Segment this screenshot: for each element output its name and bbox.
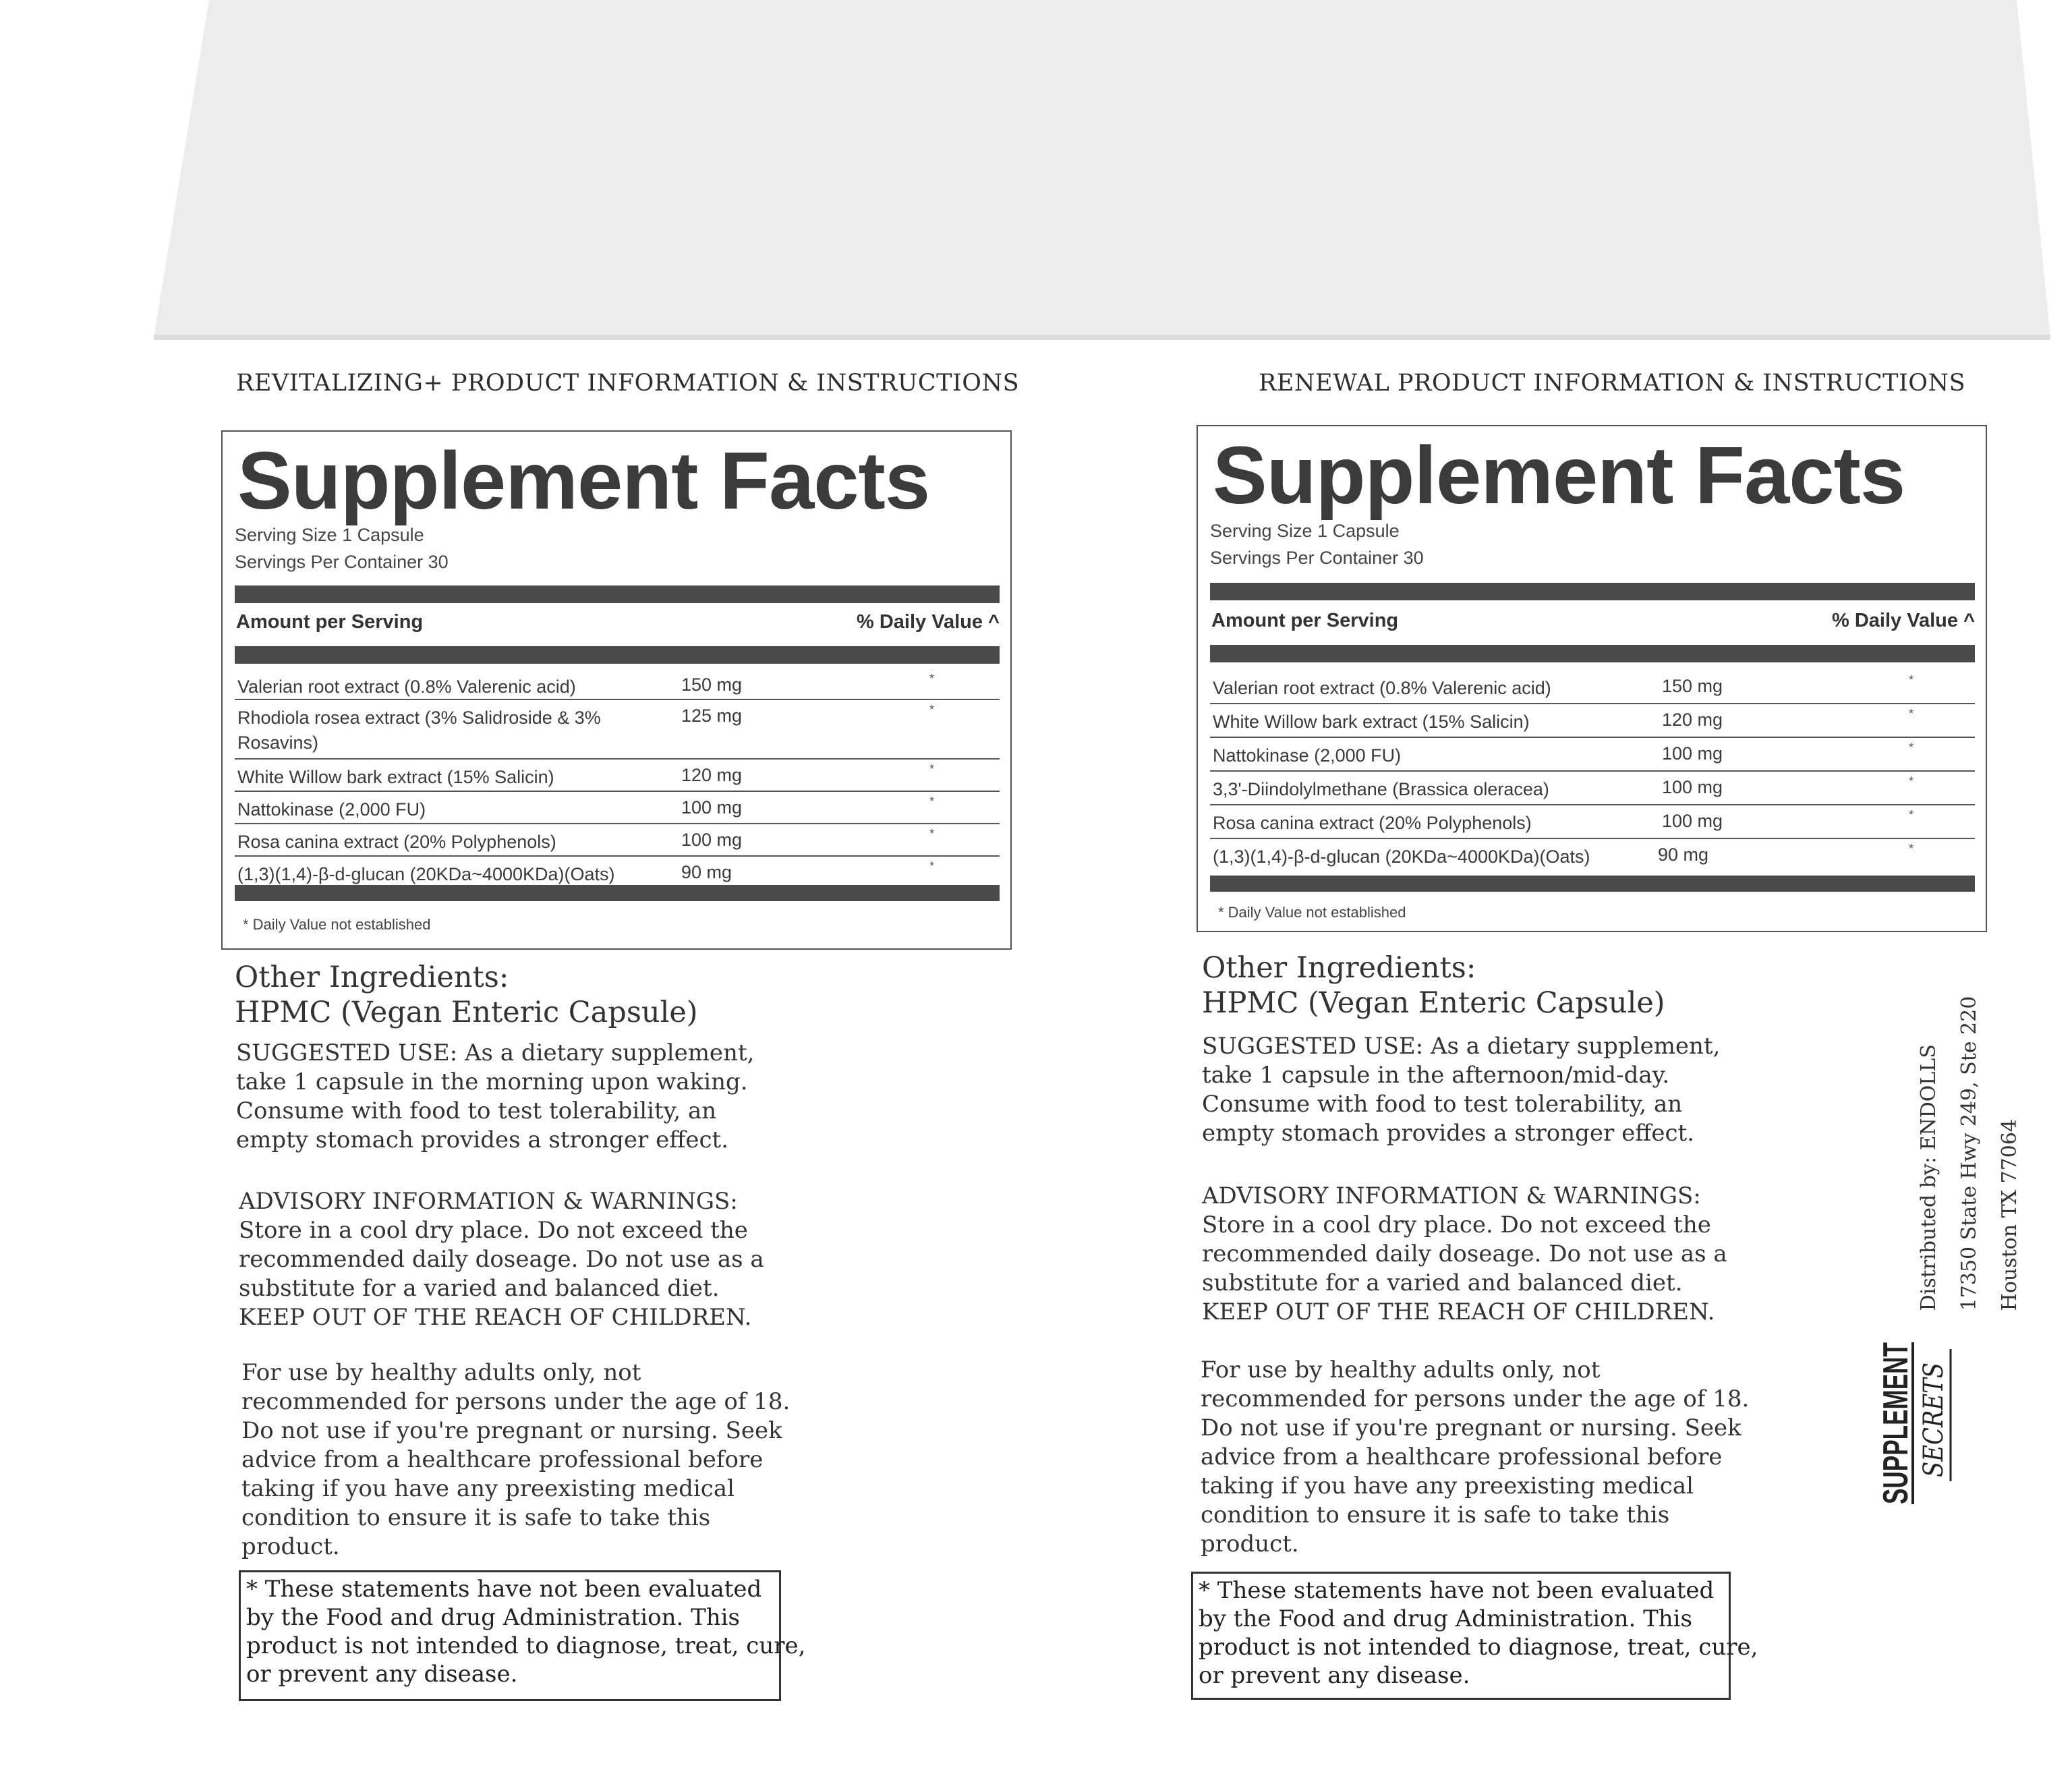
table-row <box>235 857 1000 889</box>
ingredient-name: Nattokinase (2,000 FU) <box>237 799 426 820</box>
ingredient-amount: 90 mg <box>1658 845 1709 865</box>
text-line: SUGGESTED USE: As a dietary supplement, <box>236 1039 755 1066</box>
logo-word-secrets: SECRETS <box>1918 1342 1949 1477</box>
daily-value-mark: * <box>1909 741 1914 754</box>
daily-value-mark: * <box>1909 774 1914 788</box>
ingredient-name: Nattokinase (2,000 FU) <box>1213 745 1402 766</box>
text-line: take 1 capsule in the afternoon/mid-day. <box>1202 1062 1670 1089</box>
daily-value-mark: * <box>929 859 935 873</box>
fda-disclaimer-box <box>239 1570 806 1701</box>
daily-value-header: % Daily Value ^ <box>857 611 1000 633</box>
daily-value-mark: * <box>1909 842 1914 855</box>
text-line: For use by healthy adults only, not <box>1201 1356 1601 1383</box>
other-ingredients-value: HPMC (Vegan Enteric Capsule) <box>235 996 698 1029</box>
panel-title: REVITALIZING+ PRODUCT INFORMATION & INSTRUCTIONS <box>236 370 1020 397</box>
text-line: take 1 capsule in the morning upon waking. <box>236 1068 748 1095</box>
table-row <box>1210 772 1975 805</box>
ingredient-amount: 100 mg <box>681 797 743 818</box>
text-line: Store in a cool dry place. Do not exceed the <box>1202 1211 1711 1238</box>
servings-per-container: Servings Per Container 30 <box>235 552 449 572</box>
table-row <box>1210 670 1975 704</box>
daily-value-mark: * <box>929 672 935 685</box>
text-line: empty stomach provides a stronger effect. <box>1202 1120 1695 1147</box>
text-line: product is not intended to diagnose, treat, cure, <box>1199 1634 1758 1661</box>
daily-value-mark: * <box>1909 707 1914 720</box>
table-row <box>235 824 1000 857</box>
ingredient-name: Rhodiola rosea extract (3% Salidroside & 3% Rosavins) <box>237 708 601 753</box>
amount-per-serving-header: Amount per Serving <box>236 611 424 633</box>
supplement-facts-label <box>221 430 1012 950</box>
thick-divider <box>1210 876 1975 892</box>
text-line: condition to ensure it is safe to take this <box>1201 1501 1670 1528</box>
suggested-use <box>1202 1032 1720 1148</box>
text-line: substitute for a varied and balanced diet. <box>239 1275 720 1302</box>
brand-logo <box>1875 1336 1976 1518</box>
box-lid-edge <box>154 335 2050 340</box>
serving-size: Serving Size 1 Capsule <box>1210 521 1400 541</box>
serving-size: Serving Size 1 Capsule <box>235 525 424 545</box>
text-line: Store in a cool dry place. Do not exceed the <box>239 1217 748 1244</box>
text-line: For use by healthy adults only, not <box>241 1359 641 1386</box>
distributor-name: Distributed by: ENDOLLS <box>1917 1044 1940 1311</box>
ingredient-amount: 90 mg <box>681 862 732 882</box>
box-lid <box>0 0 2072 351</box>
panel-title: RENEWAL PRODUCT INFORMATION & INSTRUCTIONS <box>1259 370 1966 397</box>
ingredient-amount: 100 mg <box>681 830 743 850</box>
ingredient-name: Rosa canina extract (20% Polyphenols) <box>1213 813 1532 833</box>
text-line: condition to ensure it is safe to take this <box>241 1504 711 1531</box>
table-row <box>1210 805 1975 839</box>
ingredient-name: (1,3)(1,4)-β-d-glucan (20KDa~4000KDa)(Oats) <box>1213 847 1590 867</box>
usage-notice <box>241 1358 790 1562</box>
text-line: or prevent any disease. <box>1199 1662 1470 1689</box>
thick-divider <box>235 885 1000 901</box>
ingredient-name: (1,3)(1,4)-β-d-glucan (20KDa~4000KDa)(Oats) <box>237 864 615 884</box>
brand-logo-icon <box>1875 1336 1976 1518</box>
daily-value-mark: * <box>1909 673 1914 687</box>
facts-heading: Supplement Facts <box>237 434 930 526</box>
text-line: * These statements have not been evaluated <box>246 1576 762 1603</box>
text-line: advice from a healthcare professional before <box>1201 1443 1723 1470</box>
thick-divider <box>1210 645 1975 662</box>
text-line: empty stomach provides a stronger effect. <box>236 1126 729 1153</box>
advisory-warnings <box>239 1187 764 1332</box>
daily-value-footnote: * Daily Value not established <box>243 916 431 933</box>
text-line: ADVISORY INFORMATION & WARNINGS: <box>1202 1182 1701 1209</box>
text-line: by the Food and drug Administration. This <box>246 1604 740 1631</box>
text-line: KEEP OUT OF THE REACH OF CHILDREN. <box>1202 1298 1715 1325</box>
table-row <box>235 792 1000 824</box>
text-line: * These statements have not been evaluated <box>1199 1577 1715 1604</box>
daily-value-header: % Daily Value ^ <box>1832 610 1975 631</box>
ingredient-name: White Willow bark extract (15% Salicin) <box>237 767 554 787</box>
table-row <box>1210 704 1975 738</box>
distributor-city: Houston TX 77064 <box>1998 1119 2021 1311</box>
ingredient-amount: 100 mg <box>1662 743 1723 764</box>
other-ingredients-label: Other Ingredients: <box>235 961 509 994</box>
suggested-use <box>236 1039 754 1155</box>
text-line: ADVISORY INFORMATION & WARNINGS: <box>239 1188 738 1215</box>
amount-per-serving-header: Amount per Serving <box>1211 610 1399 631</box>
text-line: or prevent any disease. <box>246 1661 518 1688</box>
daily-value-mark: * <box>1909 808 1914 822</box>
ingredient-name: 3,3'-Diindolylmethane (Brassica oleracea) <box>1213 779 1549 799</box>
ingredient-amount: 100 mg <box>1662 811 1723 831</box>
ingredient-name: Valerian root extract (0.8% Valerenic acid) <box>237 677 576 697</box>
ingredient-amount: 100 mg <box>1662 777 1723 797</box>
text-line: product. <box>1201 1530 1299 1557</box>
facts-heading: Supplement Facts <box>1213 429 1905 521</box>
thick-divider <box>235 646 1000 664</box>
text-line: taking if you have any preexisting medical <box>241 1475 735 1502</box>
text-line: advice from a healthcare professional before <box>241 1446 764 1473</box>
text-line: by the Food and drug Administration. This <box>1199 1605 1692 1632</box>
other-ingredients-label: Other Ingredients: <box>1202 951 1476 985</box>
ingredient-amount: 150 mg <box>1662 676 1723 696</box>
ingredients-table <box>235 669 1000 889</box>
text-line: recommended for persons under the age of 18. <box>241 1388 790 1415</box>
thick-divider <box>1210 583 1975 600</box>
usage-notice <box>1201 1356 1749 1559</box>
ingredient-name: Valerian root extract (0.8% Valerenic acid) <box>1213 678 1551 698</box>
distributor-address: 17350 State Hwy 249, Ste 220 <box>1957 996 1981 1311</box>
daily-value-footnote: * Daily Value not established <box>1218 904 1406 921</box>
daily-value-mark: * <box>929 703 935 716</box>
other-ingredients-value: HPMC (Vegan Enteric Capsule) <box>1202 986 1665 1020</box>
text-line: Do not use if you're pregnant or nursing. Seek <box>1201 1414 1742 1441</box>
ingredient-name: Rosa canina extract (20% Polyphenols) <box>237 832 556 852</box>
ingredient-amount: 125 mg <box>681 706 743 726</box>
daily-value-mark: * <box>929 795 935 808</box>
ingredients-table <box>1210 670 1975 873</box>
text-line: Do not use if you're pregnant or nursing. Seek <box>241 1417 782 1444</box>
distributor-info <box>1909 996 2030 1311</box>
logo-word-supplement: SUPPLEMENT <box>1876 1336 1916 1504</box>
fda-disclaimer-box <box>1191 1572 1758 1700</box>
text-line: substitute for a varied and balanced diet. <box>1202 1269 1683 1296</box>
text-line: Consume with food to test tolerability, an <box>236 1097 717 1124</box>
supplement-facts-label <box>1197 425 1987 932</box>
table-row <box>235 700 1000 760</box>
thick-divider <box>235 585 1000 603</box>
ingredient-name: White Willow bark extract (15% Salicin) <box>1213 712 1530 732</box>
ingredient-amount: 120 mg <box>1662 710 1723 730</box>
text-line: recommended daily doseage. Do not use as a <box>1202 1240 1727 1267</box>
text-line: taking if you have any preexisting medical <box>1201 1472 1694 1499</box>
table-row <box>1210 738 1975 772</box>
daily-value-mark: * <box>929 762 935 776</box>
text-line: product. <box>241 1533 340 1560</box>
table-row <box>235 669 1000 700</box>
text-line: SUGGESTED USE: As a dietary supplement, <box>1202 1033 1721 1060</box>
text-line: recommended daily doseage. Do not use as a <box>239 1246 764 1273</box>
ingredient-amount: 150 mg <box>681 675 743 695</box>
servings-per-container: Servings Per Container 30 <box>1210 548 1424 568</box>
table-row <box>235 760 1000 792</box>
daily-value-mark: * <box>929 827 935 840</box>
table-row <box>1210 839 1975 873</box>
text-line: KEEP OUT OF THE REACH OF CHILDREN. <box>239 1304 752 1331</box>
text-line: Consume with food to test tolerability, an <box>1202 1091 1683 1118</box>
ingredient-amount: 120 mg <box>681 765 743 785</box>
text-line: recommended for persons under the age of 18. <box>1201 1385 1750 1412</box>
advisory-warnings <box>1202 1182 1727 1327</box>
text-line: product is not intended to diagnose, treat, cure, <box>246 1632 806 1659</box>
